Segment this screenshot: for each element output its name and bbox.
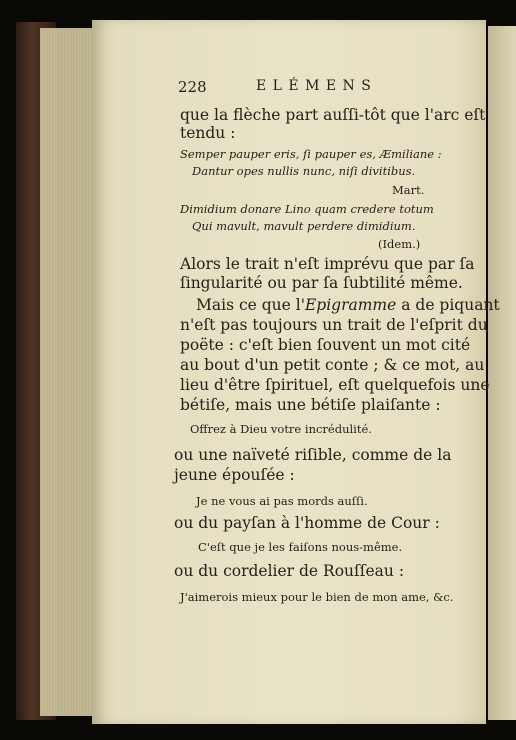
example-line: C'eſt que je les faiſons nous-même. — [198, 540, 403, 554]
text-line: ou une naïveté riſible, comme de la — [174, 446, 452, 464]
example-line: Offrez à Dieu votre incrédulité. — [190, 422, 372, 436]
text-line: poëte : c'eſt bien ſouvent un mot cité — [180, 336, 471, 354]
page-text — [92, 20, 500, 724]
latin-quote-line: Semper pauper eris, ſi pauper es, Æmiliane : — [180, 147, 442, 161]
text-line: tendu : — [180, 124, 236, 142]
page-number: 228 — [178, 78, 207, 96]
attribution-mart: Mart. — [392, 183, 425, 197]
text-line: bétiſe, mais une bétiſe plaiſante : — [180, 396, 441, 414]
running-head: E L É M E N S — [256, 78, 372, 94]
text-line: lieu d'être ſpirituel, eſt quelquefois une — [180, 376, 490, 394]
text-line: Alors le trait n'eſt imprévu que par ſa — [180, 255, 475, 273]
epigramme-italic: Epigramme — [304, 296, 397, 314]
example-line: Je ne vous ai pas mords auſſi. — [196, 494, 368, 508]
example-line: J'aimerois mieux pour le bien de mon ame, &c. — [180, 590, 454, 604]
facing-page-edge — [488, 26, 516, 720]
text-line: que la flèche part auſſi-tôt que l'arc eſt — [180, 106, 486, 124]
page-edges — [40, 28, 98, 716]
text-line: ou du cordelier de Rouſſeau : — [174, 562, 405, 580]
text-span: a de piquant — [396, 296, 500, 314]
text-line: n'eſt pas toujours un trait de l'eſprit du — [180, 316, 488, 334]
text-line: au bout d'un petit conte ; & ce mot, au — [180, 356, 485, 374]
book-page — [92, 20, 500, 724]
text-line: jeune épouſée : — [174, 466, 295, 484]
latin-quote-line: Dantur opes nullis nunc, niſi divitibus. — [192, 164, 416, 178]
text-line — [196, 296, 500, 314]
text-line: ou du payſan à l'homme de Cour : — [174, 514, 440, 532]
text-line: ſingularité ou par ſa ſubtilité même. — [180, 274, 463, 292]
text-span: Mais ce que l' — [196, 296, 305, 314]
latin-quote-line: Qui mavult, mavult perdere dimidium. — [192, 219, 416, 233]
attribution-idem: (Idem.) — [378, 237, 421, 251]
latin-quote-line: Dimidium donare Lino quam credere totum — [180, 202, 434, 216]
